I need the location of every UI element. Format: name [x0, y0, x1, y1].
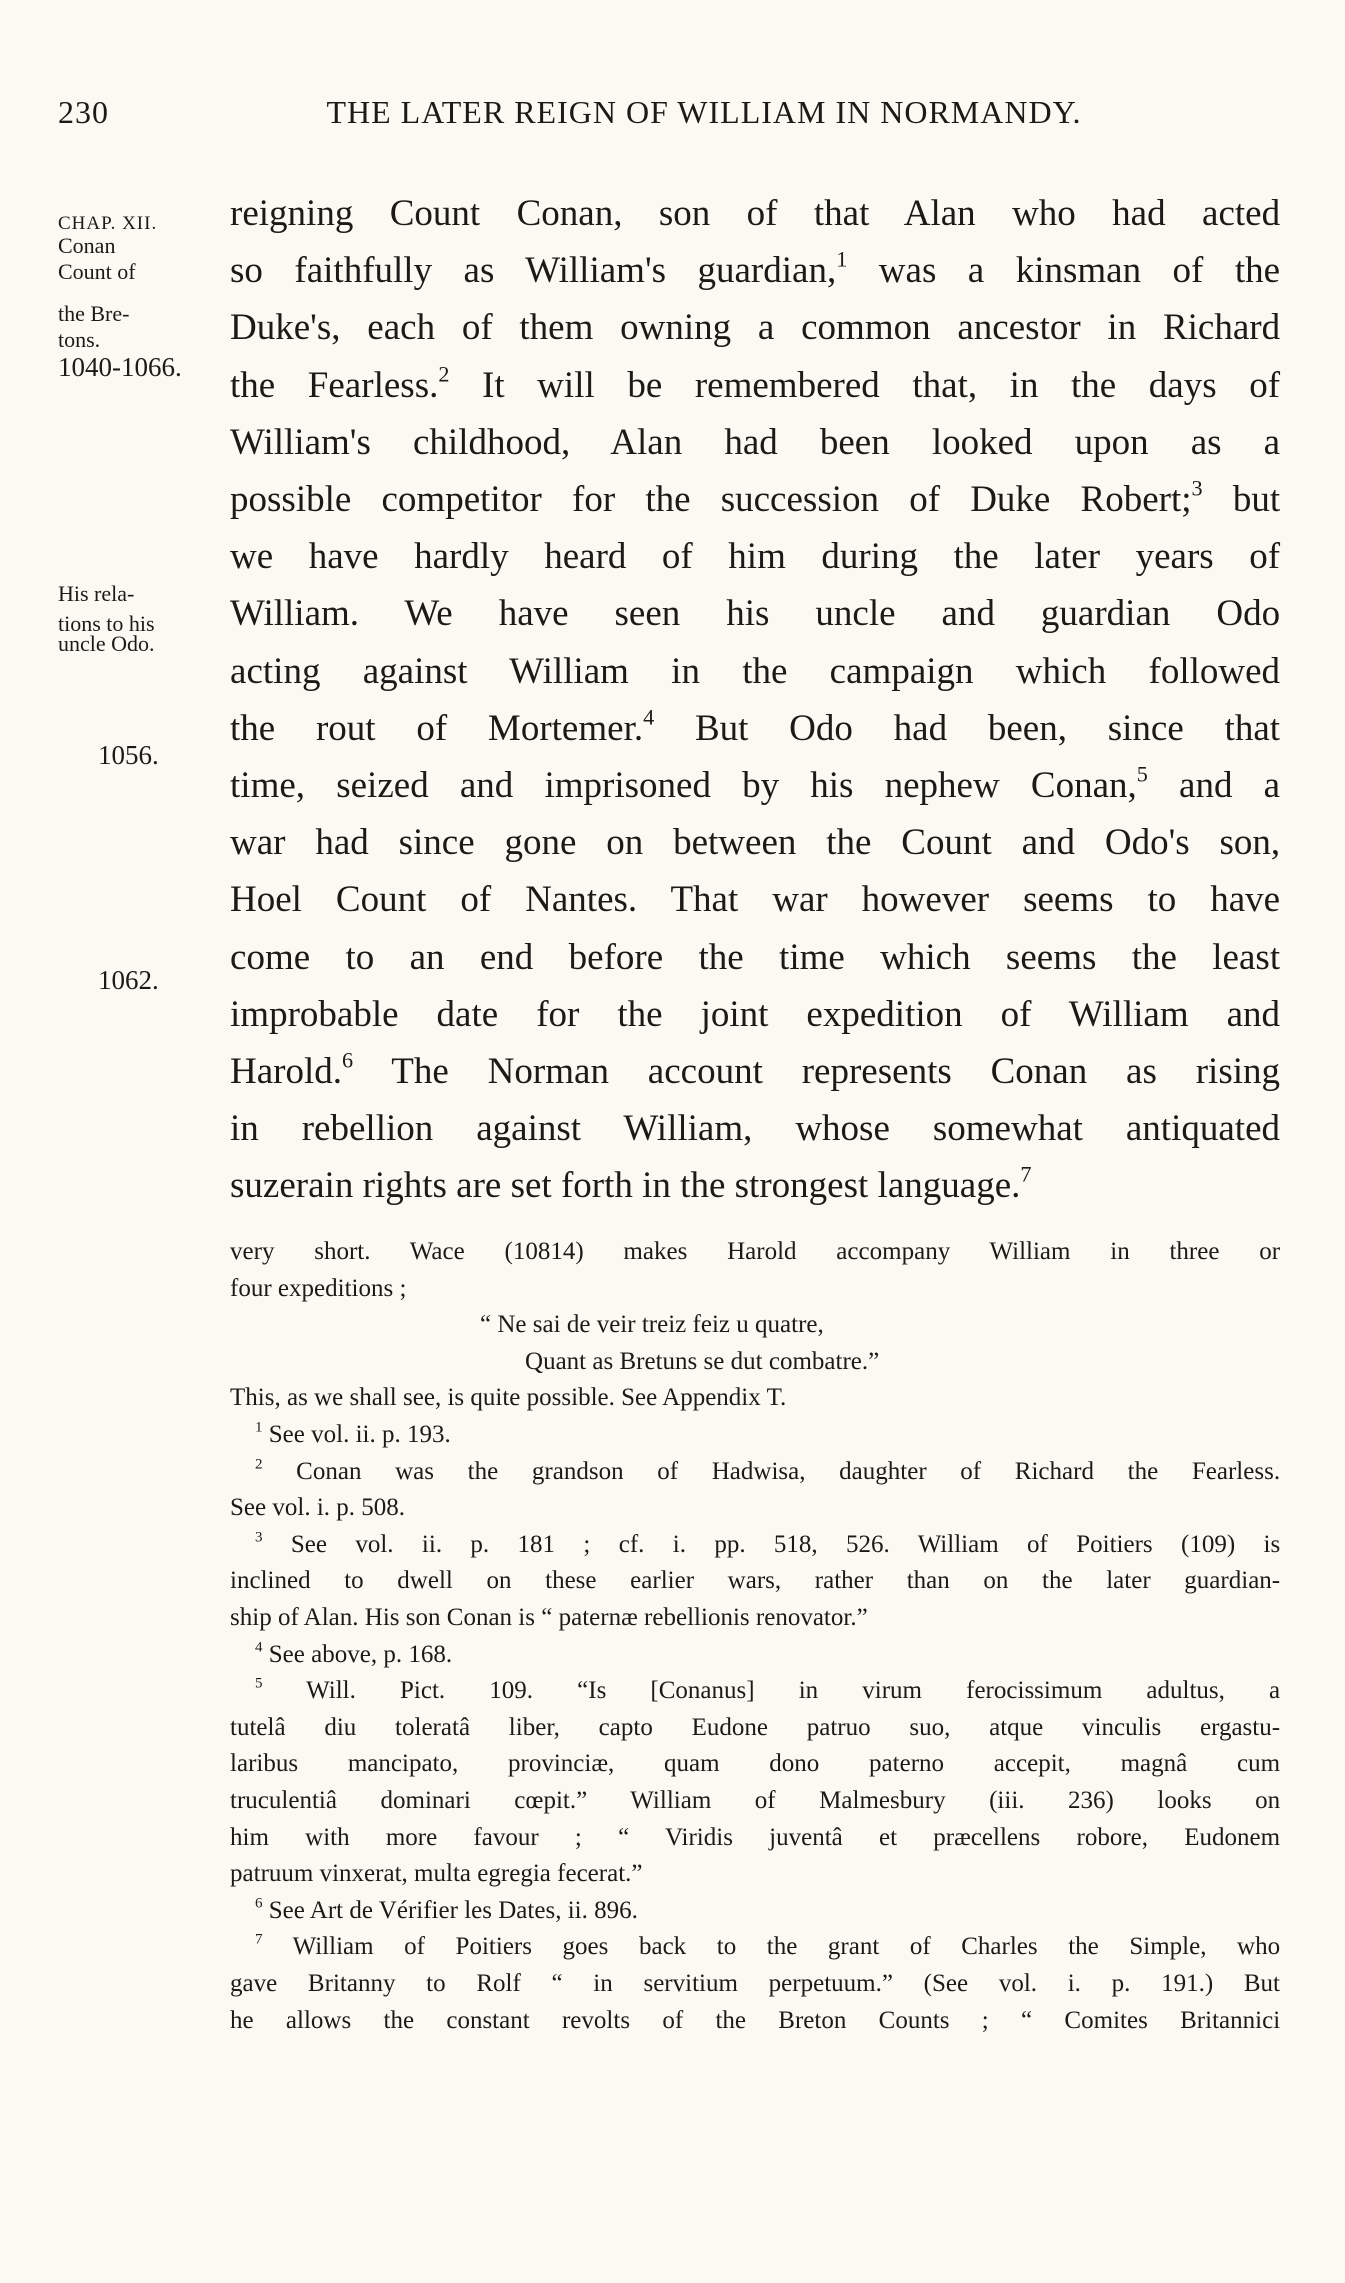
- margin-note: CHAP. XII.: [58, 213, 158, 234]
- footnote-line: gave Britanny to Rolf “ in servitium perpetuum.” (See vol. i. p. 191.) But: [230, 1970, 1280, 1997]
- text-line: suzerain rights are set forth in the strongest language.$^7$: [230, 1161, 1032, 1207]
- text-line: William. We have seen his uncle and guardian Odo: [230, 593, 1281, 635]
- footnote-line: tutelâ diu toleratâ liber, capto Eudone patruo suo, atque vinculis ergastu-: [230, 1713, 1281, 1741]
- footnote-line: he allows the constant revolts of the Breton Counts ; “ Comites Britannici: [230, 2006, 1281, 2034]
- text-line: William's childhood, Alan had been looked upon as a: [230, 421, 1281, 463]
- footnote-line: very short. Wace (10814) makes Harold accompany William in three or: [230, 1238, 1281, 1265]
- text-line: Duke's, each of them owning a common ancestor in Richard: [230, 307, 1281, 349]
- text-line: the rout of Mortemer.$^4$ But Odo had been, since that: [230, 704, 1281, 749]
- footnote-line: him with more favour ; “ Viridis juventâ et præcellens robore, Eudonem: [230, 1823, 1281, 1851]
- margin-note: His rela-: [58, 581, 135, 606]
- text-line: so faithfully as William's guardian,$^1$ was a kinsman of the: [230, 246, 1281, 292]
- text-line: we have hardly heard of him during the later years of: [230, 536, 1281, 578]
- text-line: Hoel Count of Nantes. That war however seems to have: [230, 879, 1281, 921]
- text-line: war had since gone on between the Count and Odo's son,: [230, 822, 1281, 864]
- margin-note: Count of: [58, 259, 136, 284]
- footnote-line: $^7$ William of Poitiers goes back to the grant of Charles the Simple, who: [255, 1931, 1281, 1961]
- footnote-line: laribus mancipato, provinciæ, quam dono paterno accepit, magnâ cum: [230, 1750, 1281, 1778]
- footnote-line: patruum vinxerat, multa egregia fecerat.”: [230, 1860, 643, 1888]
- text-line: possible competitor for the succession of Duke Robert;$^3$ but: [230, 475, 1281, 520]
- margin-note: Conan: [58, 233, 116, 258]
- margin-note: 1040-1066.: [58, 352, 182, 382]
- footnote-line: $^1$ See vol. ii. p. 193.: [255, 1419, 451, 1448]
- footnote-line: Quant as Bretuns se dut combatre.”: [525, 1347, 880, 1375]
- margin-date: 1056.: [98, 740, 159, 770]
- footnote-line: “ Ne sai de veir treiz feiz u quatre,: [480, 1311, 824, 1339]
- running-title: THE LATER REIGN OF WILLIAM IN NORMANDY.: [326, 94, 1082, 130]
- text-line: the Fearless.$^2$ It will be remembered that, in the days of: [230, 361, 1281, 406]
- page-header: [58, 94, 1280, 138]
- footnote-line: inclined to dwell on these earlier wars, rather than on the later guardian-: [230, 1567, 1281, 1595]
- footnote-line: $^4$ See above, p. 168.: [255, 1639, 453, 1668]
- text-line: in rebellion against William, whose somewhat antiquated: [230, 1108, 1280, 1150]
- footnote-line: truculentiâ dominari cœpit.” William of Malmesbury (iii. 236) looks on: [230, 1787, 1281, 1814]
- footnote-line: four expeditions ;: [230, 1274, 407, 1302]
- footnote-line: $^3$ See vol. ii. p. 181 ; cf. i. pp. 518, 526. William of Poitiers (109) is: [255, 1529, 1281, 1558]
- text-line: Harold.$^6$ The Norman account represents Conan as rising: [230, 1047, 1281, 1092]
- text-line: come to an end before the time which seems the least: [230, 936, 1281, 978]
- margin-date: 1062.: [98, 965, 159, 995]
- footnote-line: ship of Alan. His son Conan is “ paternæ rebellionis renovator.”: [230, 1604, 868, 1631]
- footnote-line: This, as we shall see, is quite possible. See Appendix T.: [230, 1384, 787, 1412]
- text-line: acting against William in the campaign which followed: [230, 650, 1281, 692]
- footnote-line: $^6$ See Art de Vérifier les Dates, ii. 896.: [255, 1895, 638, 1924]
- margin-note: the Bre-: [58, 301, 130, 326]
- footnote-line: $^2$ Conan was the grandson of Hadwisa, daughter of Richard the Fearless.: [255, 1456, 1281, 1485]
- margin-note: tions to his: [58, 611, 155, 636]
- footnote-line: $^5$ Will. Pict. 109. “Is [Conanus] in virum ferocissimum adultus, a: [255, 1675, 1281, 1705]
- text-line: time, seized and imprisoned by his nephew Conan,$^5$ and a: [230, 761, 1281, 806]
- margin-note: uncle Odo.: [58, 631, 155, 656]
- text-line: improbable date for the joint expedition of William and: [230, 993, 1281, 1035]
- text-line: reigning Count Conan, son of that Alan who had acted: [230, 193, 1281, 234]
- page-number: 230: [58, 94, 109, 130]
- footnote-line: See vol. i. p. 508.: [230, 1494, 406, 1522]
- margin-note: tons.: [58, 327, 101, 352]
